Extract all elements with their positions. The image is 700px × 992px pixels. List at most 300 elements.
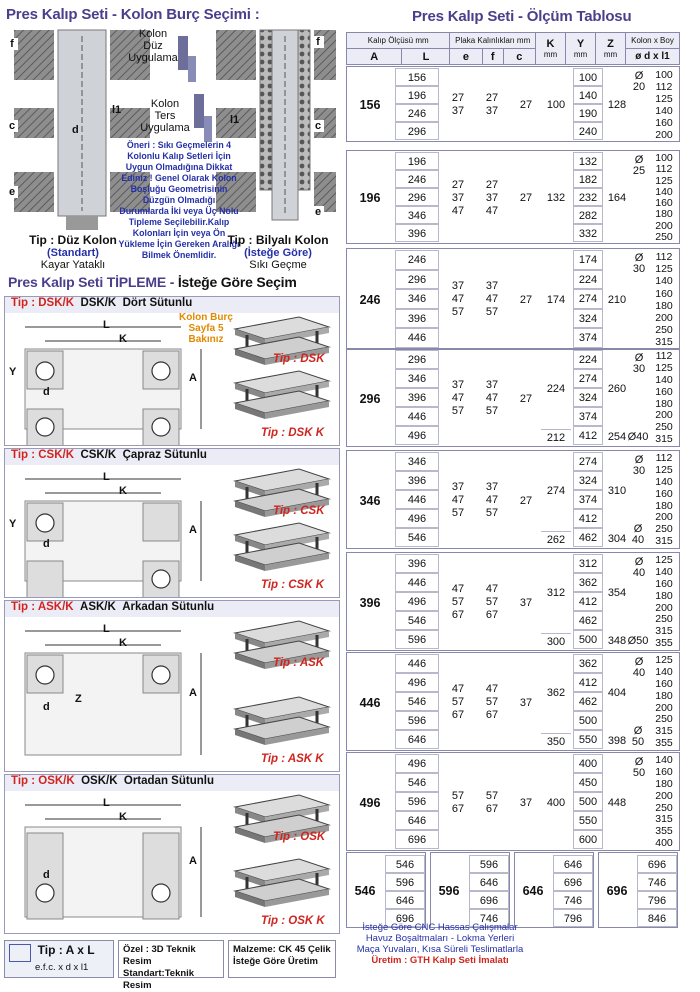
l1-value: 315 <box>655 535 673 548</box>
table-group <box>346 552 680 651</box>
cell-Y: 400 <box>573 754 603 773</box>
cell-A: 546 <box>354 884 376 898</box>
l1-value: 125 <box>655 361 673 374</box>
tipleme-title: Pres Kalıp Seti TİPLEME - İsteğe Göre Seçim <box>8 274 297 290</box>
cell-L: 396 <box>395 309 439 329</box>
l1-value: 125 <box>655 554 673 566</box>
cell-Y: 174 <box>573 250 603 270</box>
l1-value: 250 <box>655 801 673 814</box>
cell-L: 246 <box>395 170 439 188</box>
l1-value: 200 <box>655 701 673 714</box>
footer-malzeme: Malzeme: CK 45 Çelik İsteğe Göre Üretim <box>228 940 336 978</box>
cell-Y: 240 <box>573 122 603 140</box>
cell-Y: 462 <box>573 692 603 711</box>
cell-e: 37 47 57 <box>451 280 465 319</box>
cell-c: 27 <box>519 494 533 507</box>
l1-value: 250 <box>655 613 673 626</box>
l1-value: 250 <box>655 421 673 434</box>
cell-Y: 274 <box>573 452 603 471</box>
cell-L: 496 <box>395 426 439 445</box>
cell-f: 57 67 <box>485 789 499 815</box>
cell-c: 27 <box>519 99 533 111</box>
footer-ozel: Özel : 3D Teknik Resim Standart:Teknik Resim <box>118 940 224 978</box>
cell-e: 47 57 67 <box>451 583 465 621</box>
cell-Z: 310 <box>607 484 627 497</box>
cell-L: 446 <box>395 328 439 348</box>
cell-f: 27 37 47 <box>485 178 499 217</box>
cell-d: Ø 25 <box>632 154 646 177</box>
cell-L: 296 <box>395 350 439 369</box>
cell-d: Ø 30 <box>632 252 646 275</box>
cell-e: 27 37 <box>451 92 465 117</box>
cell-d: Ø 50 <box>631 725 645 748</box>
label-e-left: e <box>6 186 18 198</box>
tipleme-section: Tip : ASK/K ASK/K Arkadan Sütunlu L K A Z d Tip : ASK Tip : ASK K <box>4 600 340 772</box>
l1-value: 140 <box>655 275 673 288</box>
cell-L: 846 <box>637 909 677 927</box>
cell-K: 262 <box>541 531 571 548</box>
table-group <box>346 652 680 751</box>
cell-L: 346 <box>395 452 439 471</box>
cell-A: 396 <box>359 595 381 610</box>
cell-K: 100 <box>546 99 566 111</box>
dim-K: K <box>119 811 127 823</box>
label-d-left: d <box>72 124 79 136</box>
l1-value: 160 <box>655 765 673 778</box>
cell-A: 596 <box>438 884 460 898</box>
l1-value: 180 <box>655 208 673 221</box>
cell-Y: 462 <box>573 611 603 630</box>
cell-Y: 324 <box>573 309 603 329</box>
cell-c: 37 <box>519 696 533 709</box>
cell-L: 396 <box>395 224 439 242</box>
cell-L: 696 <box>385 909 425 927</box>
l1-value: 180 <box>655 397 673 410</box>
cell-Z: 448 <box>607 796 627 809</box>
section-code: Tip : ASK/K <box>11 601 74 613</box>
dim-K: K <box>119 333 127 345</box>
l1-value: 180 <box>655 299 673 312</box>
l1-value: 200 <box>655 511 673 524</box>
cell-A: 496 <box>359 795 381 810</box>
l1-value: 140 <box>655 105 673 117</box>
cell-A: 296 <box>359 391 381 406</box>
l1-value: 125 <box>655 263 673 276</box>
tip-duz-standart: (Standart) <box>47 247 99 259</box>
cell-L: 496 <box>395 673 439 692</box>
cell-K: 312 <box>546 586 566 599</box>
l1-value: 160 <box>655 287 673 300</box>
cell-c: 27 <box>519 293 533 306</box>
dim-d: d <box>43 538 50 550</box>
kolon-duz-label: Kolon Düz Uygulama <box>128 28 178 64</box>
cell-Y: 140 <box>573 86 603 104</box>
l1-value: 315 <box>655 725 673 738</box>
l1-value: 200 <box>655 219 673 232</box>
l1-value: 180 <box>655 499 673 512</box>
cell-l1 <box>649 153 679 243</box>
cell-d: Ø 20 <box>632 70 646 93</box>
cell-d: Ø 30 <box>632 352 646 375</box>
table-group-last <box>346 852 426 928</box>
cell-f: 37 47 57 <box>485 481 499 519</box>
cell-Y: 500 <box>573 711 603 730</box>
l1-value: 112 <box>655 251 673 263</box>
cell-e: 37 47 57 <box>451 481 465 519</box>
cell-K: 350 <box>541 733 571 750</box>
cell-L: 346 <box>395 206 439 224</box>
cell-L: 246 <box>395 250 439 270</box>
cell-K: 274 <box>546 484 566 497</box>
cell-Y: 500 <box>573 792 603 811</box>
l1-value: 140 <box>655 565 673 578</box>
cell-L: 496 <box>395 592 439 611</box>
cell-Y: 332 <box>573 224 603 242</box>
tip-label-b: Tip : CSK K <box>261 579 325 591</box>
label-f-right: f <box>312 36 324 48</box>
cell-d: Ø40 <box>627 431 649 443</box>
l1-value: 160 <box>655 677 673 690</box>
cell-L: 596 <box>395 630 439 649</box>
cell-Y: 324 <box>573 388 603 407</box>
table-header: Kalıp Ölçüsü mm Plaka Kalınlıkları mm K mm Y mm Z mm Kolon x Boy A L e f c ø d x l1 <box>346 32 680 65</box>
l1-value: 112 <box>655 163 673 176</box>
dim-L: L <box>103 623 110 635</box>
cell-L: 196 <box>395 152 439 170</box>
cell-f: 47 57 67 <box>485 583 499 621</box>
dim-Y: Y <box>9 518 17 530</box>
tipleme-section: Tip : DSK/K DSK/K Dört Sütunlu L K A Y d Tip : DSK Tip : DSK K <box>4 296 340 446</box>
cell-L: 296 <box>395 270 439 290</box>
cell-L: 546 <box>385 855 425 873</box>
cell-Z: 210 <box>607 293 627 306</box>
l1-value: 250 <box>655 324 673 337</box>
tip-label-a: Tip : OSK <box>273 831 326 843</box>
cell-Z: 304 <box>607 533 627 545</box>
cell-Y: 462 <box>573 528 603 547</box>
cell-l1 <box>649 453 679 548</box>
l1-value: 250 <box>655 523 673 536</box>
l1-value: 180 <box>655 777 673 790</box>
cell-Y: 312 <box>573 554 603 573</box>
cell-L: 296 <box>395 188 439 206</box>
cell-L: 446 <box>395 407 439 426</box>
cell-Z: 164 <box>607 192 627 204</box>
dim-Y: Y <box>9 366 17 378</box>
cell-L: 696 <box>637 855 677 873</box>
cell-L: 496 <box>395 754 439 773</box>
dim-L: L <box>103 797 110 809</box>
die-set-3d-icon <box>229 857 333 909</box>
tip-label-a: Tip : CSK <box>273 505 325 517</box>
l1-value: 100 <box>655 69 673 81</box>
cell-Y: 412 <box>573 592 603 611</box>
cell-Y: 600 <box>573 830 603 849</box>
label-c-left: c <box>6 120 18 132</box>
l1-value: 140 <box>655 754 673 766</box>
cell-L: 646 <box>395 811 439 830</box>
l1-value: 112 <box>655 452 673 464</box>
cell-L: 396 <box>395 388 439 407</box>
section-code: Tip : DSK/K <box>11 297 75 309</box>
l1-value: 125 <box>655 93 673 105</box>
cell-L: 696 <box>395 830 439 849</box>
cell-d: Ø 50 <box>632 756 646 779</box>
cell-L: 446 <box>395 573 439 592</box>
kolon-burc-note: Kolon Burç Sayfa 5 Bakınız <box>179 312 233 345</box>
dim-d: d <box>43 869 50 881</box>
l1-value: 200 <box>655 409 673 422</box>
cell-Y: 224 <box>573 350 603 369</box>
cell-L: 746 <box>469 909 509 927</box>
tip-label-b: Tip : ASK K <box>261 753 324 765</box>
tip-label-a: Tip : DSK <box>273 353 325 365</box>
cell-K: 300 <box>541 633 571 650</box>
kolon-ters-label: Kolon Ters Uygulama <box>140 98 190 134</box>
cell-L: 196 <box>395 86 439 104</box>
cell-A: 646 <box>522 884 544 898</box>
table-group <box>346 752 680 851</box>
cell-l1 <box>649 555 679 650</box>
l1-value: 180 <box>655 689 673 702</box>
cell-L: 596 <box>395 792 439 811</box>
cell-K: 174 <box>546 293 566 306</box>
tip-label-b: Tip : OSK K <box>261 915 325 927</box>
l1-value: 140 <box>655 185 673 198</box>
cell-Z: 128 <box>607 99 627 111</box>
l1-value: 140 <box>655 665 673 678</box>
cell-c: 27 <box>519 392 533 405</box>
right-title: Pres Kalıp Seti - Ölçüm Tablosu <box>412 8 632 25</box>
table-group-last <box>598 852 678 928</box>
cell-A: 156 <box>359 98 381 112</box>
cell-L: 596 <box>395 711 439 730</box>
l1-value: 315 <box>655 813 673 826</box>
cell-l1 <box>649 69 679 141</box>
cell-c: 37 <box>519 796 533 809</box>
l1-value: 112 <box>655 350 673 362</box>
l1-value: 100 <box>655 152 673 164</box>
table-group <box>346 248 680 350</box>
dim-L: L <box>103 319 110 331</box>
cell-A: 696 <box>606 884 628 898</box>
cell-Y: 374 <box>573 328 603 348</box>
dim-A: A <box>189 372 197 384</box>
cell-Y: 450 <box>573 773 603 792</box>
cell-L: 346 <box>395 369 439 388</box>
cell-L: 496 <box>395 509 439 528</box>
l1-value: 160 <box>655 197 673 209</box>
l1-value: 160 <box>655 577 673 590</box>
l1-value: 160 <box>655 487 673 500</box>
tip-bilyali-siki: Sıkı Geçme <box>249 259 307 271</box>
cell-Z: 354 <box>607 586 627 599</box>
l1-value: 160 <box>655 117 673 129</box>
notes: İsteğe Göre CNC Hassas Çalışmalar Havuz Boşaltmaları - Lokma Yerleri Maça Yuvaları, Kısa Süreli Teslimatlarla Üretim : GTH Kalıp Seti İmalatı <box>356 922 524 966</box>
l1-value: 355 <box>655 737 673 750</box>
cell-Y: 324 <box>573 471 603 490</box>
cell-f: 27 37 <box>485 92 499 117</box>
dim-K: K <box>119 637 127 649</box>
dim-K: K <box>119 485 127 497</box>
cell-e: 27 37 47 <box>451 178 465 217</box>
tipleme-section: Tip : CSK/K CSK/K Çapraz Sütunlu L K A Y d Tip : CSK Tip : CSK K <box>4 448 340 598</box>
dim-L: L <box>103 471 110 483</box>
cell-Y: 374 <box>573 407 603 426</box>
l1-value: 315 <box>655 625 673 638</box>
tipleme-section: Tip : OSK/K OSK/K Ortadan Sütunlu L K A d Tip : OSK Tip : OSK K <box>4 774 340 934</box>
l1-value: 400 <box>655 837 673 850</box>
cell-Y: 190 <box>573 104 603 122</box>
cell-L: 296 <box>395 122 439 140</box>
dim-d: d <box>43 701 50 713</box>
cell-l1 <box>649 655 679 750</box>
tip-bilyali-kolon: Tip : Bilyalı Kolon <box>227 233 329 247</box>
dim-A: A <box>189 524 197 536</box>
cell-Y: 182 <box>573 170 603 188</box>
l1-value: 160 <box>655 385 673 398</box>
left-title: Pres Kalıp Seti - Kolon Burç Seçimi : <box>6 6 260 23</box>
dim-A: A <box>189 855 197 867</box>
cell-d: Ø50 <box>627 635 649 647</box>
cell-A: 246 <box>359 292 381 307</box>
cell-Y: 224 <box>573 270 603 290</box>
cell-L: 546 <box>395 692 439 711</box>
cell-L: 446 <box>395 654 439 673</box>
l1-value: 355 <box>655 637 673 650</box>
cell-L: 396 <box>395 471 439 490</box>
label-e-right: e <box>312 206 324 218</box>
cell-Z: 254 <box>607 431 627 443</box>
table-group <box>346 150 680 244</box>
l1-value: 250 <box>655 713 673 726</box>
cell-A: 446 <box>359 695 381 710</box>
oneri-note: Öneri : Sıkı Geçmelerin 4 Kolonlu Kalıp Setleri İçin Uygun Olmadığına Dikkat Ediniz ! Genel Olarak Kolon Boşluğu Geometrisinin Düzgün Olmadığı Durumlarda İki veya Üç Nolu Tipleme Seçilebilir.Kalıp Kolonları İçin veya Ön Yükleme İçin Gereken Aralığı Bilmek Önemlidir. <box>118 140 240 260</box>
cell-A: 346 <box>359 493 381 508</box>
label-c-right: c <box>312 120 324 132</box>
cell-Y: 550 <box>573 811 603 830</box>
cell-c: 27 <box>519 192 533 204</box>
cell-L: 446 <box>395 490 439 509</box>
cell-Y: 100 <box>573 68 603 86</box>
cell-Y: 412 <box>573 673 603 692</box>
tip-label-b: Tip : DSK K <box>261 427 325 439</box>
cell-l1 <box>649 351 679 446</box>
l1-value: 200 <box>655 129 673 141</box>
cell-d: Ø 40 <box>631 523 645 546</box>
cell-L: 596 <box>469 855 509 873</box>
l1-value: 355 <box>655 825 673 838</box>
cell-d: Ø 30 <box>632 454 646 477</box>
mail-icon <box>9 944 31 962</box>
cell-L: 696 <box>469 891 509 909</box>
tip-label-a: Tip : ASK <box>273 657 325 669</box>
l1-value: 250 <box>655 230 673 243</box>
tip-duz-kayar: Kayar Yataklı <box>40 259 106 271</box>
cell-Y: 232 <box>573 188 603 206</box>
cell-L: 646 <box>395 730 439 749</box>
cell-L: 596 <box>385 873 425 891</box>
l1-value: 180 <box>655 589 673 602</box>
dim-Z: Z <box>75 693 82 705</box>
cell-L: 346 <box>395 289 439 309</box>
cell-K: 400 <box>546 796 566 809</box>
table-group-last <box>430 852 510 928</box>
cell-L: 796 <box>553 909 593 927</box>
l1-value: 112 <box>655 81 673 93</box>
cell-l1 <box>649 755 679 850</box>
cell-Y: 132 <box>573 152 603 170</box>
cell-L: 156 <box>395 68 439 86</box>
cell-K: 224 <box>546 382 566 395</box>
table-group <box>346 66 680 142</box>
cell-A: 196 <box>359 191 381 205</box>
cell-Y: 500 <box>573 630 603 649</box>
die-set-3d-icon <box>229 521 333 573</box>
cell-L: 546 <box>395 611 439 630</box>
label-l1-right: l1 <box>230 114 240 126</box>
cell-Z: 260 <box>607 382 627 395</box>
cell-Y: 274 <box>573 369 603 388</box>
cell-K: 212 <box>541 429 571 446</box>
cell-d: Ø 40 <box>632 656 646 679</box>
dim-d: d <box>43 386 50 398</box>
l1-value: 315 <box>655 433 673 446</box>
cell-Y: 362 <box>573 654 603 673</box>
cell-Z: 348 <box>607 635 627 647</box>
cell-L: 246 <box>395 104 439 122</box>
cell-L: 546 <box>395 773 439 792</box>
cell-L: 746 <box>553 891 593 909</box>
section-code: Tip : CSK/K <box>11 449 75 461</box>
cell-L: 646 <box>385 891 425 909</box>
cell-L: 696 <box>553 873 593 891</box>
cell-Y: 374 <box>573 490 603 509</box>
cell-e: 37 47 57 <box>451 379 465 417</box>
footer-tip: Tip : A x L e.f.c. x d x l1 <box>4 940 114 978</box>
table-group <box>346 450 680 549</box>
l1-value: 125 <box>655 463 673 476</box>
cell-Y: 274 <box>573 289 603 309</box>
cell-l1 <box>649 251 679 349</box>
cell-f: 37 47 57 <box>485 280 499 319</box>
cell-L: 646 <box>469 873 509 891</box>
cell-L: 746 <box>637 873 677 891</box>
label-f-left: f <box>6 38 18 50</box>
l1-value: 200 <box>655 789 673 802</box>
l1-value: 315 <box>655 336 673 349</box>
cell-Z: 404 <box>607 686 627 699</box>
die-set-3d-icon <box>229 369 333 421</box>
l1-value: 140 <box>655 475 673 488</box>
dim-A: A <box>189 687 197 699</box>
cell-Y: 412 <box>573 426 603 445</box>
cell-Y: 362 <box>573 573 603 592</box>
cell-L: 396 <box>395 554 439 573</box>
label-l1-left: l1 <box>112 104 122 116</box>
tip-duz-kolon: Tip : Düz Kolon <box>29 233 117 247</box>
cell-L: 646 <box>553 855 593 873</box>
cell-f: 47 57 67 <box>485 683 499 721</box>
l1-value: 125 <box>655 174 673 187</box>
l1-value: 140 <box>655 373 673 386</box>
cell-f: 37 47 57 <box>485 379 499 417</box>
cell-Y: 282 <box>573 206 603 224</box>
cell-Y: 550 <box>573 730 603 749</box>
die-set-3d-icon <box>229 695 333 747</box>
l1-value: 200 <box>655 601 673 614</box>
tip-bilyali-istege: (İsteğe Göre) <box>244 247 312 259</box>
